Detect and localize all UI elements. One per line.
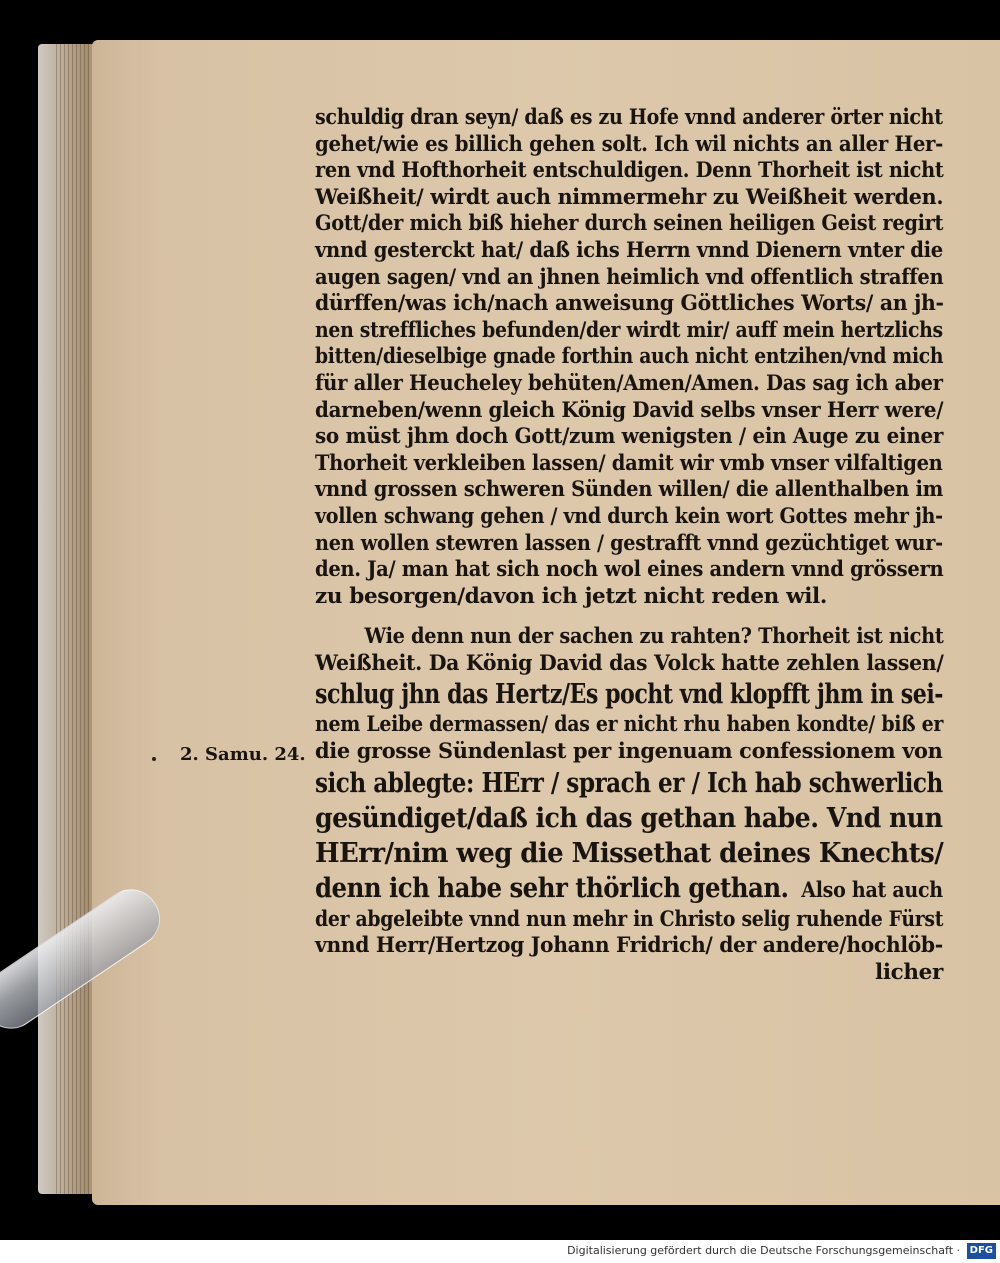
paragraph-2 <box>315 624 945 677</box>
text-line: Weißheit/ wirdt auch nimmermehr zu Weißheit werden. <box>315 184 944 210</box>
text-line: für aller Heucheley behüten/Amen/Amen. Das sag ich aber <box>315 370 943 396</box>
text-line: schlug jhn das Hertz/Es pocht vnd klopfft jhm in sei- <box>315 679 943 711</box>
margin-note: 2. Samu. 24. <box>180 744 306 765</box>
paragraph-2-big <box>315 677 945 712</box>
footer-bar <box>0 1240 1000 1263</box>
text-line: darneben/wenn gleich König David selbs vnser Herr were/ <box>315 397 944 423</box>
main-text <box>315 105 945 986</box>
text-line: vnnd gesterckt hat/ daß ichs Herrn vnnd Dienern vnter die <box>315 237 943 263</box>
text-line: Weißheit. Da König David das Volck hatte zehlen lassen/ <box>315 650 944 676</box>
margin-dot <box>152 757 156 761</box>
text-line: gesündiget/daß ich das gethan habe. Vnd nun <box>315 802 943 834</box>
quote <box>315 766 945 907</box>
text-line: nen streffliches befunden/der wirdt mir/ auff mein hertzlichs <box>315 317 943 343</box>
text-line: Wie denn nun der sachen zu rahten? Thorheit ist nicht <box>364 624 944 650</box>
text-line: bitten/dieselbige gnade forthin auch nicht entzihen/vnd mich <box>315 344 944 370</box>
text-line: der abgeleibte vnnd nun mehr in Christo selig ruhende Fürst <box>315 906 944 932</box>
quote-tail: Also hat auch <box>801 876 943 902</box>
text-line: gehet/wie es billich gehen solt. Ich wil nichts an aller Her- <box>315 131 943 157</box>
text-line: Thorheit verkleiben lassen/ damit wir vmb vnser vilfaltigen <box>315 450 943 476</box>
catchword-line <box>315 960 945 987</box>
text-line: dürffen/was ich/nach anweisung Göttliches Worts/ an jh- <box>315 291 944 317</box>
paragraph-2-cont <box>315 712 945 765</box>
paragraph-3 <box>315 907 945 960</box>
text-line: ren vnd Hofthorheit entschuldigen. Denn Thorheit ist nicht <box>315 158 944 184</box>
text-line: schuldig dran seyn/ daß es zu Hofe vnnd anderer örter nicht <box>315 105 943 130</box>
text-line: die grosse Sündenlast per ingenuam confessionem von <box>315 739 943 765</box>
text-line: nem Leibe dermassen/ das er nicht rhu haben kondte/ biß er <box>315 712 944 738</box>
text-line: den. Ja/ man hat sich noch wol eines andern vnnd grössern <box>315 557 944 583</box>
text-line: augen sagen/ vnd an jhnen heimlich vnd offentlich straffen <box>315 264 944 290</box>
text-line: sich ablegte: HErr / sprach er / Ich hab schwerlich <box>315 767 943 799</box>
text-line: HErr/nim weg die Missethat deines Knechts/ <box>315 837 944 869</box>
text-line: denn ich habe sehr thörlich gethan. Also hat auch <box>315 872 943 904</box>
text-line: Gott/der mich biß hieher durch seinen heiligen Geist regirt <box>315 211 944 237</box>
text-line: nen wollen stewren lassen / gestrafft vnnd gezüchtiget wur- <box>315 530 943 556</box>
catchword: licher <box>875 959 943 985</box>
text-line: so müst jhm doch Gott/zum wenigsten / ein Auge zu einer <box>315 424 944 450</box>
text-line: vollen schwang gehen / vnd durch kein wort Gottes mehr jh- <box>315 503 943 529</box>
text-line: zu besorgen/davon ich jetzt nicht reden wil. <box>315 583 828 609</box>
dfg-credit: Digitalisierung gefördert durch die Deutsche Forschungsgemeinschaft · <box>567 1244 960 1257</box>
paragraph-1 <box>315 105 945 610</box>
dfg-logo: DFG <box>967 1243 996 1259</box>
text-line: vnnd grossen schweren Sünden willen/ die allenthalben im <box>315 477 944 503</box>
text-line: vnnd Herr/Hertzog Johann Fridrich/ der andere/hochlöb- <box>315 933 943 959</box>
